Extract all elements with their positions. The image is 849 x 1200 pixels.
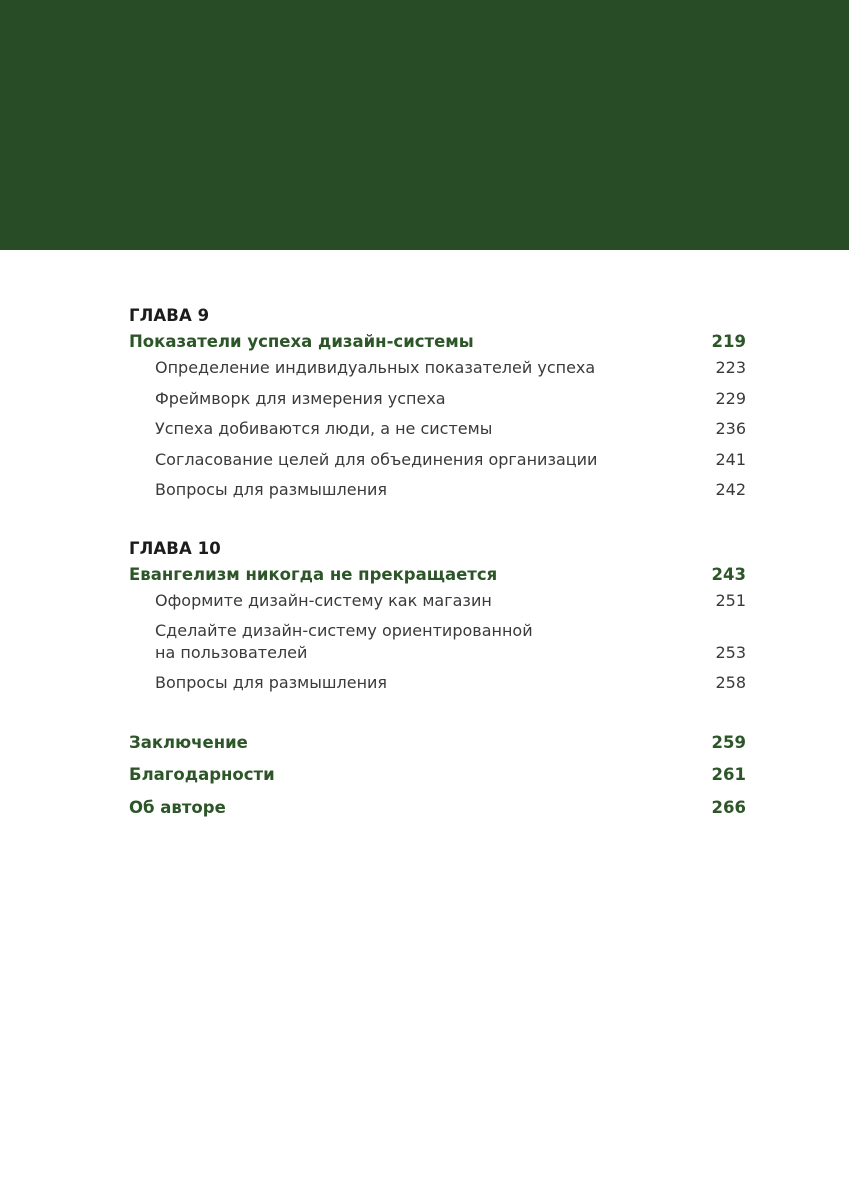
chapter-label: ГЛАВА 10 [129, 538, 221, 558]
section-title: Сделайте дизайн-систему ориентированной на пользователей [155, 621, 533, 662]
page-number: 242 [715, 480, 746, 499]
toc-entry-section[interactable] [129, 414, 746, 445]
section-title: Определение индивидуальных показателей успеха [155, 358, 596, 377]
header-band [0, 0, 849, 250]
page-number: 261 [711, 765, 746, 784]
toc-entry-section[interactable] [129, 475, 746, 506]
entry-title: Благодарности [129, 765, 275, 784]
section-title: Оформите дизайн-систему как магазин [155, 590, 492, 610]
toc-entry-acknowledgements[interactable] [129, 759, 746, 792]
section-title: Фреймворк для измерения успеха [155, 388, 446, 408]
section-title: Согласование целей для объединения организации [155, 449, 598, 469]
toc-entry-section[interactable] [129, 445, 746, 476]
page-number: 229 [715, 388, 746, 408]
page-number: 241 [715, 449, 746, 469]
page-number: 266 [711, 797, 746, 817]
toc-entry-chapter-title[interactable] [129, 331, 746, 353]
entry-title: Заключение [129, 732, 248, 752]
chapter-title: Показатели успеха дизайн-системы [129, 332, 474, 351]
toc-entry-chapter-title[interactable] [129, 564, 746, 586]
page-number: 219 [711, 332, 746, 351]
toc-entry-section[interactable] [129, 668, 746, 699]
end-matter [129, 727, 746, 825]
toc-entry-section[interactable] [129, 616, 746, 668]
page-number: 251 [715, 590, 746, 610]
page-number: 253 [715, 643, 746, 662]
page-number: 259 [711, 732, 746, 752]
table-of-contents [129, 305, 746, 824]
page-number: 223 [715, 358, 746, 377]
page-number: 258 [715, 673, 746, 692]
toc-entry-conclusion[interactable] [129, 727, 746, 760]
toc-entry-section[interactable] [129, 586, 746, 617]
toc-entry-section[interactable] [129, 384, 746, 415]
toc-entry-about-author[interactable] [129, 792, 746, 825]
chapter-10 [129, 538, 746, 699]
chapter-label: ГЛАВА 9 [129, 306, 210, 325]
page-number: 243 [711, 564, 746, 584]
toc-entry-section[interactable] [129, 353, 746, 384]
page-number: 236 [715, 419, 746, 438]
section-title: Вопросы для размышления [155, 673, 388, 692]
section-title: Вопросы для размышления [155, 480, 388, 499]
chapter-9 [129, 305, 746, 506]
entry-title: Об авторе [129, 797, 226, 817]
chapter-title: Евангелизм никогда не прекращается [129, 564, 498, 584]
section-title: Успеха добиваются люди, а не системы [155, 419, 493, 438]
